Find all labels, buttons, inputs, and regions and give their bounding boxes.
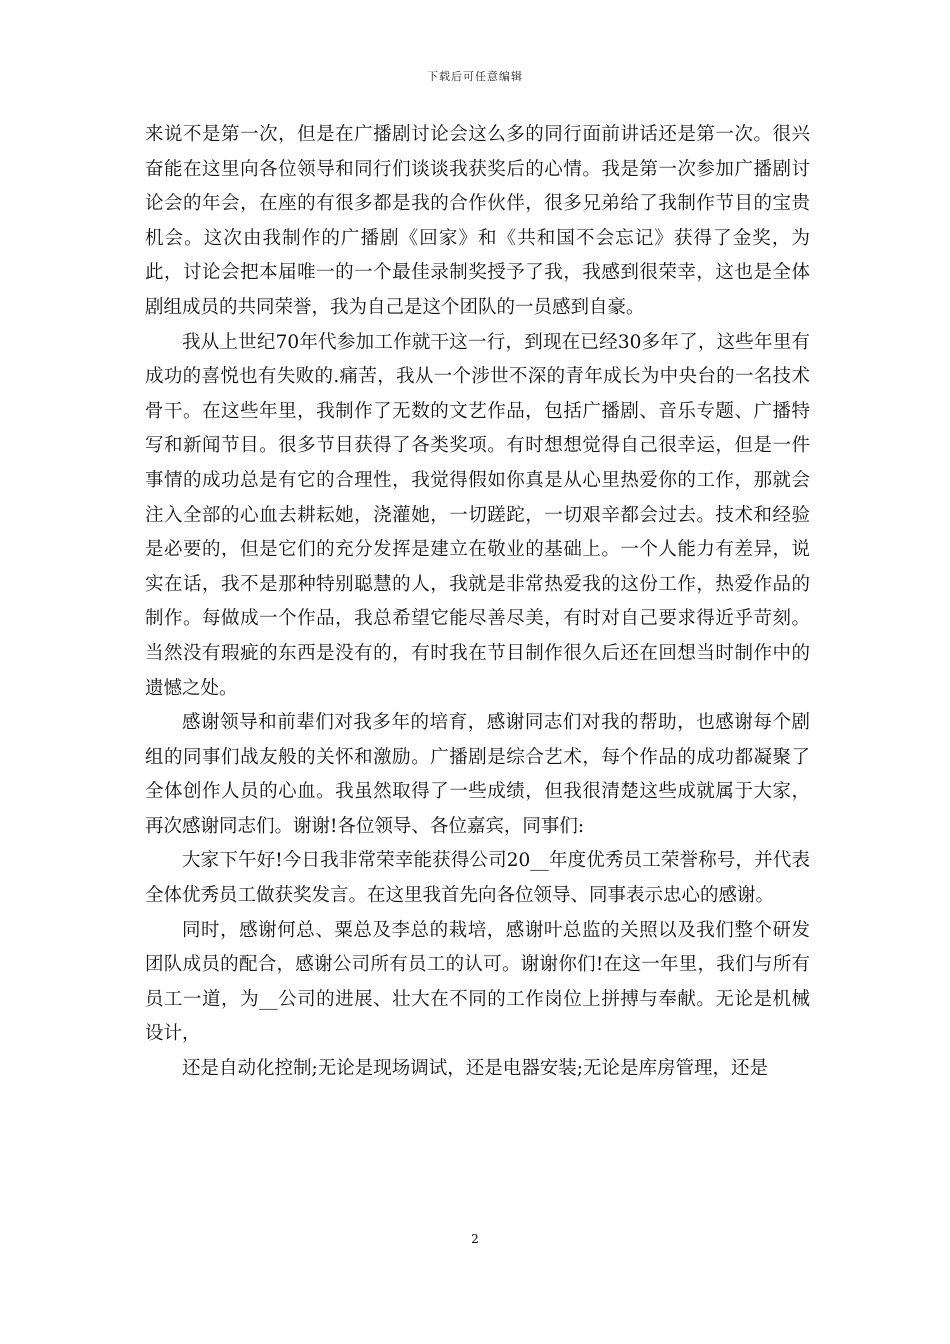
paragraph-5: 同时，感谢何总、粟总及李总的栽培，感谢叶总监的关照以及我们整个研发团队成员的配合，感谢公司所有员工的认可。谢谢你们!在这一年里，我们与所有员工一道，为__公司的进展、壮大在不同的工作岗位上拼搏与奉献。无论是机械设计， xyxy=(145,919,810,1045)
paragraph-6: 还是自动化控制;无论是现场调试，还是电器安装;无论是库房管理，还是 xyxy=(182,1058,768,1080)
paragraph-2: 我从上世纪70年代参加工作就干这一行，到现在已经30多年了，这些年里有成功的喜悦也有失败的.痛苦，我从一个涉世不深的青年成长为中央台的一名技术骨干。在这些年里，我制作了无数的文艺作品，包括广播剧、音乐专题、广播特写和新闻节目。很多节目获得了各类奖项。有时想想觉得自己很幸运，但是一件事情的成功总是有它的合理性，我觉得假如你真是从心里热爱你的工作，那就会注入全部的心血去耕耘她，浇灌她，一切蹉跎，一切艰辛都会过去。技术和经验是必要的，但是它们的充分发挥是建立在敬业的基础上。一个人能力有差异，说实在话，我不是那种特别聪慧的人，我就是非常热爱我的这份工作，热爱作品的制作。每做成一个作品，我总希望它能尽善尽美，有时对自己要求得近乎苛刻。当然没有瑕疵的东西是没有的，有时我在节目制作很久后还在回想当时制作中的遗憾之处。 xyxy=(145,331,810,699)
paragraph-1: 来说不是第一次，但是在广播剧讨论会这么多的同行面前讲话还是第一次。很兴奋能在这里向各位领导和同行们谈谈我获奖后的心情。我是第一次参加广播剧讨论会的年会，在座的有很多都是我的合作伙伴，很多兄弟给了我制作节目的宝贵机会。这次由我制作的广播剧《回家》和《共和国不会忘记》获得了金奖，为此，讨论会把本届唯一的一个最佳录制奖授予了我，我感到很荣幸，这也是全体剧组成员的共同荣誉，我为自己是这个团队的一员感到自豪。 xyxy=(145,124,810,318)
paragraph-3: 感谢领导和前辈们对我多年的培育，感谢同志们对我的帮助，也感谢每个剧组的同事们战友般的关怀和激励。广播剧是综合艺术，每个作品的成功都凝聚了全体创作人员的心血。我虽然取得了一些成绩，但我很清楚这些成就属于大家，再次感谢同志们。谢谢!各位领导、各位嘉宾，同事们: xyxy=(145,712,810,837)
paragraph-4: 大家下午好!今日我非常荣幸能获得公司20__年度优秀员工荣誉称号，并代表全体优秀员工做获奖发言。在这里我首先向各位领导、同事表示忠心的感谢。 xyxy=(145,850,810,907)
document-body xyxy=(145,118,810,1087)
page-header: 下载后可任意编辑 xyxy=(427,70,523,83)
page-number: 2 xyxy=(471,1232,479,1246)
